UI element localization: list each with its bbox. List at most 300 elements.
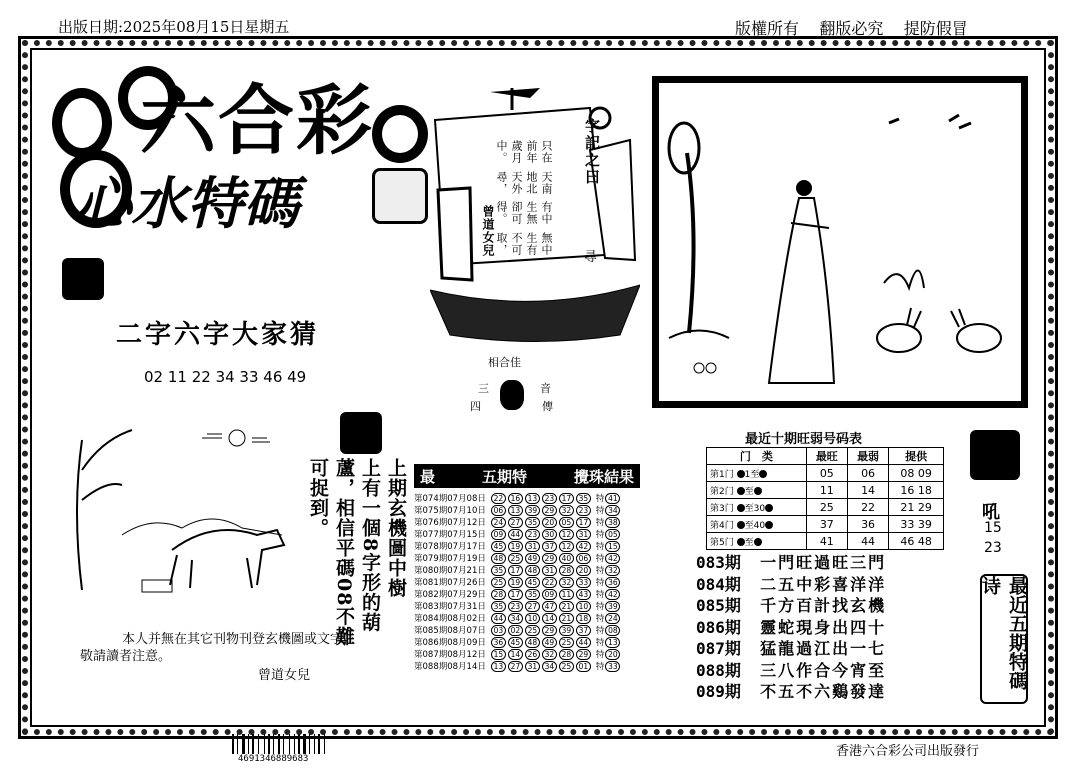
ball-number: 17	[559, 493, 574, 504]
rank-hot: 25	[806, 499, 847, 516]
poem-issue: 088期	[696, 660, 741, 680]
ball-number: 27	[525, 601, 540, 612]
disclaimer-line-1: 本人并無在其它刊物刊登玄機圖或文字，	[122, 632, 357, 647]
history-balls	[488, 540, 594, 552]
special-cell: 特 05	[594, 528, 624, 540]
ball-number: 05	[559, 517, 574, 528]
poem-line: 一門旺過旺三門	[760, 553, 887, 572]
ball-number: 13	[491, 661, 506, 672]
history-balls	[488, 588, 594, 600]
special-cell: 特 33	[594, 660, 624, 672]
special-number: 42	[605, 589, 620, 600]
history-row	[412, 588, 623, 600]
ball-number: 29	[576, 649, 591, 660]
ball-number: 02	[508, 625, 523, 636]
guess-numbers: 02 11 22 34 33 46 49	[144, 368, 307, 386]
door-label: 第3门	[710, 503, 734, 514]
ball-number: 12	[559, 541, 574, 552]
ball-number: 34	[542, 661, 557, 672]
ball-number: 49	[525, 553, 540, 564]
dragon-seal-icon	[500, 380, 524, 410]
ball-number: 09	[542, 589, 557, 600]
special-number: 41	[605, 493, 620, 504]
ball-number: 27	[508, 661, 523, 672]
history-row	[412, 540, 623, 552]
rank-table	[706, 447, 944, 550]
special-number: 36	[605, 577, 620, 588]
special-cell: 特 38	[594, 516, 624, 528]
history-label: 第076期07月12日	[414, 518, 486, 528]
history-label: 第086期08月09日	[414, 638, 486, 648]
rank-header: 最旺	[806, 448, 847, 465]
ship-poem-col: 有中生無卻可得。	[495, 201, 553, 225]
rank-row	[707, 516, 944, 533]
rank-cold: 22	[847, 499, 888, 516]
rank-hot: 11	[806, 482, 847, 499]
ball-number: 20	[576, 565, 591, 576]
ball-number: 12	[559, 529, 574, 540]
history-row	[412, 648, 623, 660]
poem-row	[696, 617, 886, 639]
barcode-bar	[273, 734, 274, 754]
ball-number: 14	[508, 649, 523, 660]
ball-number: 14	[542, 613, 557, 624]
special-number: 34	[605, 505, 620, 516]
history-row	[412, 576, 623, 588]
history-row	[412, 552, 623, 564]
special-number: 20	[605, 649, 620, 660]
rank-title: 最近十期旺弱号码表	[745, 432, 863, 447]
bullet-icon	[737, 470, 745, 478]
poem-issue: 083期	[696, 553, 741, 572]
history-row	[412, 624, 623, 636]
bullet-icon	[737, 521, 745, 529]
ball-number: 47	[542, 601, 557, 612]
special-cell: 特 24	[594, 612, 624, 624]
ball-number: 35	[525, 589, 540, 600]
barcode-bar	[248, 734, 249, 754]
horse-head-icon	[62, 258, 104, 300]
history-row	[412, 660, 623, 672]
special-cell: 特 13	[594, 636, 624, 648]
publisher: 香港六合彩公司出版發行	[836, 744, 980, 759]
ball-number: 35	[491, 601, 506, 612]
history-label: 第081期07月26日	[414, 578, 486, 588]
rank-cold: 36	[847, 516, 888, 533]
history-row	[412, 612, 623, 624]
ball-number: 17	[508, 589, 523, 600]
main-title: 六合彩	[140, 76, 374, 165]
ball-number: 16	[508, 493, 523, 504]
seal-right-bottom: 傳	[542, 400, 553, 413]
ball-number: 11	[559, 589, 574, 600]
history-table	[412, 492, 623, 672]
ball-number: 01	[576, 661, 591, 672]
hand-icon	[970, 430, 1020, 480]
rank-door	[707, 499, 807, 516]
ball-number: 22	[491, 493, 506, 504]
ball-number: 25	[559, 637, 574, 648]
ball-number: 22	[542, 577, 557, 588]
publish-date: 出版日期:2025年08月15日星期五	[58, 18, 290, 36]
rank-cold: 06	[847, 465, 888, 482]
ball-number: 13	[525, 493, 540, 504]
rank-row	[707, 533, 944, 550]
rank-provide: 21 29	[889, 499, 944, 516]
ball-number: 24	[491, 517, 506, 528]
ball-number: 37	[576, 625, 591, 636]
door-range: 1至	[744, 469, 760, 480]
seal-right-top: 音	[540, 382, 551, 395]
disclaimer-sign: 曾道女兒	[258, 668, 311, 683]
ball-number: 23	[542, 493, 557, 504]
door-label: 第4门	[710, 520, 734, 531]
history-label: 第082期07月29日	[414, 590, 486, 600]
ball-number: 49	[542, 637, 557, 648]
history-label: 第080期07月21日	[414, 566, 486, 576]
rank-provide: 33 39	[889, 516, 944, 533]
ball-number: 37	[542, 541, 557, 552]
history-row	[412, 564, 623, 576]
history-balls	[488, 564, 594, 576]
ball-number: 35	[491, 565, 506, 576]
ball-number: 27	[508, 517, 523, 528]
special-cell: 特 42	[594, 552, 624, 564]
seal-left-bottom: 四	[470, 400, 481, 413]
history-balls	[488, 600, 594, 612]
ball-number: 23	[508, 601, 523, 612]
seal-line-1: 相合佳	[488, 356, 521, 369]
special-cell: 特 36	[594, 576, 624, 588]
rank-row	[707, 482, 944, 499]
history-balls	[488, 516, 594, 528]
rank-header: 提供	[889, 448, 944, 465]
barcode-bar	[318, 734, 320, 754]
history-label: 第079期07月19日	[414, 554, 486, 564]
ball-number: 32	[542, 649, 557, 660]
barcode-bar	[242, 734, 245, 754]
rank-header: 门 类	[707, 448, 807, 465]
ball-number: 21	[559, 613, 574, 624]
poem-line: 靈蛇現身出四十	[760, 617, 887, 637]
ship-poem	[494, 140, 554, 260]
ship-heading-suffix: 尋	[584, 250, 598, 265]
bubble-decoration	[52, 88, 112, 158]
hint-col-3: 蘆，相信平碼08不難	[333, 458, 355, 647]
barcode-bar	[237, 734, 238, 754]
history-title	[414, 464, 640, 488]
ball-number: 10	[576, 601, 591, 612]
special-cell: 特 34	[594, 504, 624, 516]
ball-number: 30	[542, 529, 557, 540]
ball-number: 17	[508, 565, 523, 576]
rank-hot: 41	[806, 533, 847, 550]
ship-poem-col: 無中生有不可取，	[495, 231, 553, 256]
door-range: 至40	[744, 520, 766, 531]
history-balls	[488, 660, 594, 672]
ball-number: 31	[525, 661, 540, 672]
bullet-icon	[737, 538, 745, 546]
ball-number: 06	[491, 505, 506, 516]
notice-3: 提防假冒	[903, 19, 968, 38]
hint-text	[306, 458, 408, 646]
ball-number: 35	[525, 517, 540, 528]
special-number: 33	[605, 661, 620, 672]
poem-issue: 087期	[696, 639, 741, 658]
history-balls	[488, 504, 594, 516]
ball-number: 26	[525, 649, 540, 660]
seal-left-top: 三	[478, 382, 489, 395]
ball-number: 23	[525, 529, 540, 540]
cartoon-icon	[372, 168, 428, 224]
rank-hot: 37	[806, 516, 847, 533]
poem-issue: 084期	[696, 574, 741, 594]
rank-cold: 44	[847, 533, 888, 550]
history-balls	[488, 648, 594, 660]
poem-line: 猛龍過江出一七	[760, 639, 887, 658]
ball-number: 29	[542, 505, 557, 516]
notice-2: 翻版必究	[819, 19, 884, 38]
barcode-bars	[230, 734, 350, 754]
swan-icon	[340, 412, 382, 454]
ball-number: 28	[559, 565, 574, 576]
ball-number: 21	[559, 601, 574, 612]
poem-issue: 086期	[696, 617, 741, 637]
disclaimer-line-2: 敬請讀者注意。	[80, 649, 172, 664]
ball-number: 39	[559, 625, 574, 636]
ball-number: 19	[508, 541, 523, 552]
ball-number: 44	[508, 529, 523, 540]
history-balls	[488, 576, 594, 588]
history-label: 第087期08月12日	[414, 650, 486, 660]
poem-side-title: 最近五期特碼诗	[980, 574, 1028, 704]
special-number: 08	[605, 625, 620, 636]
side-badge-text: 吼	[982, 502, 1000, 523]
ball-number: 40	[559, 553, 574, 564]
history-label: 第083期07月31日	[414, 602, 486, 612]
poem-issue: 085期	[696, 596, 741, 615]
ball-number: 25	[559, 661, 574, 672]
bullet-icon	[765, 504, 773, 512]
ball-number: 43	[576, 589, 591, 600]
history-balls	[488, 528, 594, 540]
special-number: 38	[605, 517, 620, 528]
special-number: 32	[605, 565, 620, 576]
ball-number: 23	[576, 505, 591, 516]
rank-hot: 05	[806, 465, 847, 482]
guess-title: 二字六字大家猜	[116, 320, 320, 350]
barcode-bar	[298, 734, 300, 754]
bullet-icon	[737, 487, 745, 495]
ball-number: 32	[559, 505, 574, 516]
barcode-bar	[268, 734, 270, 754]
history-label: 第078期07月17日	[414, 542, 486, 552]
poem-row	[696, 595, 886, 617]
ball-number: 31	[576, 529, 591, 540]
history-balls	[488, 612, 594, 624]
bullet-icon	[754, 487, 762, 495]
barcode-bar	[309, 734, 310, 754]
barcode-bar	[264, 734, 265, 754]
bullet-icon	[754, 538, 762, 546]
special-number: 05	[605, 529, 620, 540]
rank-door	[707, 482, 807, 499]
special-cell: 特 20	[594, 648, 624, 660]
history-label: 第088期08月14日	[414, 662, 486, 672]
ball-number: 10	[525, 613, 540, 624]
door-label: 第5门	[710, 537, 734, 548]
ball-number: 31	[525, 541, 540, 552]
ball-number: 39	[525, 505, 540, 516]
history-balls	[488, 624, 594, 636]
ship-heading: 字記之曰	[583, 118, 601, 186]
ball-number: 25	[491, 577, 506, 588]
rank-row	[707, 465, 944, 482]
history-label: 第084期08月02日	[414, 614, 486, 624]
history-row	[412, 600, 623, 612]
history-row	[412, 504, 623, 516]
ball-number: 06	[576, 553, 591, 564]
barcode-bar	[278, 734, 280, 754]
door-range: 至	[744, 537, 754, 548]
history-label: 第075期07月10日	[414, 506, 486, 516]
poem-row	[696, 552, 886, 574]
ball-number: 17	[576, 517, 591, 528]
notice-1: 版權所有	[735, 19, 800, 38]
history-title-3: 攪珠結果	[573, 467, 634, 486]
ball-number: 32	[559, 577, 574, 588]
poem-issue: 089期	[696, 682, 741, 701]
ball-number: 03	[491, 625, 506, 636]
sub-title: 心水特碼	[75, 171, 299, 237]
special-number: 42	[605, 553, 620, 564]
poem-line: 不五不六鷄發達	[760, 682, 887, 701]
barcode-bar	[232, 734, 234, 754]
ship-poem-col: 只在前年歲月中。	[495, 140, 553, 164]
barcode-bar	[258, 734, 259, 754]
history-title-2: 五期特	[481, 467, 527, 486]
ball-number: 45	[491, 541, 506, 552]
ball-number: 28	[491, 589, 506, 600]
poem-row	[696, 574, 886, 596]
history-label: 第077期07月15日	[414, 530, 486, 540]
rank-header: 最弱	[847, 448, 888, 465]
ball-number: 13	[508, 505, 523, 516]
horse-tree-drawing	[62, 410, 302, 600]
special-cell: 特 15	[594, 540, 624, 552]
ball-number: 18	[576, 613, 591, 624]
ball-number: 28	[559, 649, 574, 660]
special-cell: 特 41	[594, 492, 624, 504]
ball-number: 20	[542, 517, 557, 528]
ball-number: 44	[576, 637, 591, 648]
poem-row	[696, 660, 886, 682]
poem-line: 千方百計找玄機	[760, 596, 887, 615]
ball-number: 44	[491, 613, 506, 624]
ship-poem-col: 天南地北天外尋，	[495, 170, 553, 195]
history-row	[412, 528, 623, 540]
history-row	[412, 636, 623, 648]
barcode-number: 4691346889683	[238, 754, 309, 764]
rank-door	[707, 533, 807, 550]
ball-number: 35	[576, 493, 591, 504]
history-row	[412, 516, 623, 528]
history-balls	[488, 552, 594, 564]
ball-number: 31	[542, 565, 557, 576]
door-label: 第1门	[710, 469, 734, 480]
barcode-bar	[314, 734, 315, 754]
hint-col-4: 可捉到。	[307, 458, 329, 538]
ball-number: 45	[525, 577, 540, 588]
ball-number: 33	[576, 577, 591, 588]
bullet-icon	[759, 470, 767, 478]
poem-row	[696, 681, 886, 703]
door-range: 至30	[744, 503, 766, 514]
rank-cold: 14	[847, 482, 888, 499]
history-label: 第085期08月07日	[414, 626, 486, 636]
rank-door	[707, 465, 807, 482]
poem-line: 三八作合今宵至	[760, 660, 887, 680]
ball-number: 36	[491, 637, 506, 648]
ship-author: 曾道女兒	[481, 205, 495, 257]
barcode-bar	[289, 734, 290, 754]
barcode	[230, 734, 350, 756]
ball-number: 29	[542, 625, 557, 636]
ball-number: 48	[525, 637, 540, 648]
ball-number: 29	[542, 553, 557, 564]
side-badge-n2: 23	[984, 540, 1002, 556]
ball-number: 34	[508, 613, 523, 624]
rank-door	[707, 516, 807, 533]
special-number: 13	[605, 637, 620, 648]
special-cell: 特 42	[594, 588, 624, 600]
ball-number: 25	[508, 553, 523, 564]
lady-rabbits-drawing	[659, 83, 1021, 401]
riddle-picture	[652, 76, 1028, 408]
rank-row	[707, 499, 944, 516]
ball-number: 25	[525, 625, 540, 636]
bullet-icon	[765, 521, 773, 529]
poem-row	[696, 638, 886, 660]
hint-col-2: 上有一個8字形的葫	[359, 458, 381, 633]
special-number: 15	[605, 541, 620, 552]
poem-block	[696, 552, 886, 703]
ball-number: 48	[525, 565, 540, 576]
history-label: 第074期07月08日	[414, 494, 486, 504]
rank-provide: 08 09	[889, 465, 944, 482]
ball-number: 19	[508, 577, 523, 588]
history-balls	[488, 492, 594, 504]
special-cell: 特 39	[594, 600, 624, 612]
history-balls	[488, 636, 594, 648]
barcode-bar	[324, 734, 325, 754]
barcode-bar	[303, 734, 306, 754]
door-label: 第2门	[710, 486, 734, 497]
side-badge-n1: 15	[984, 520, 1002, 536]
special-number: 24	[605, 613, 620, 624]
ball-number: 09	[491, 529, 506, 540]
ball-number: 15	[491, 649, 506, 660]
hint-col-1: 上期玄機圖中樹	[385, 458, 407, 598]
bullet-icon	[737, 504, 745, 512]
horse-sketch	[62, 410, 302, 600]
ball-number: 42	[576, 541, 591, 552]
bubble-decoration	[372, 105, 428, 163]
rank-provide: 46 48	[889, 533, 944, 550]
barcode-bar	[283, 734, 284, 754]
door-range: 至	[744, 486, 754, 497]
barcode-bar	[252, 734, 254, 754]
